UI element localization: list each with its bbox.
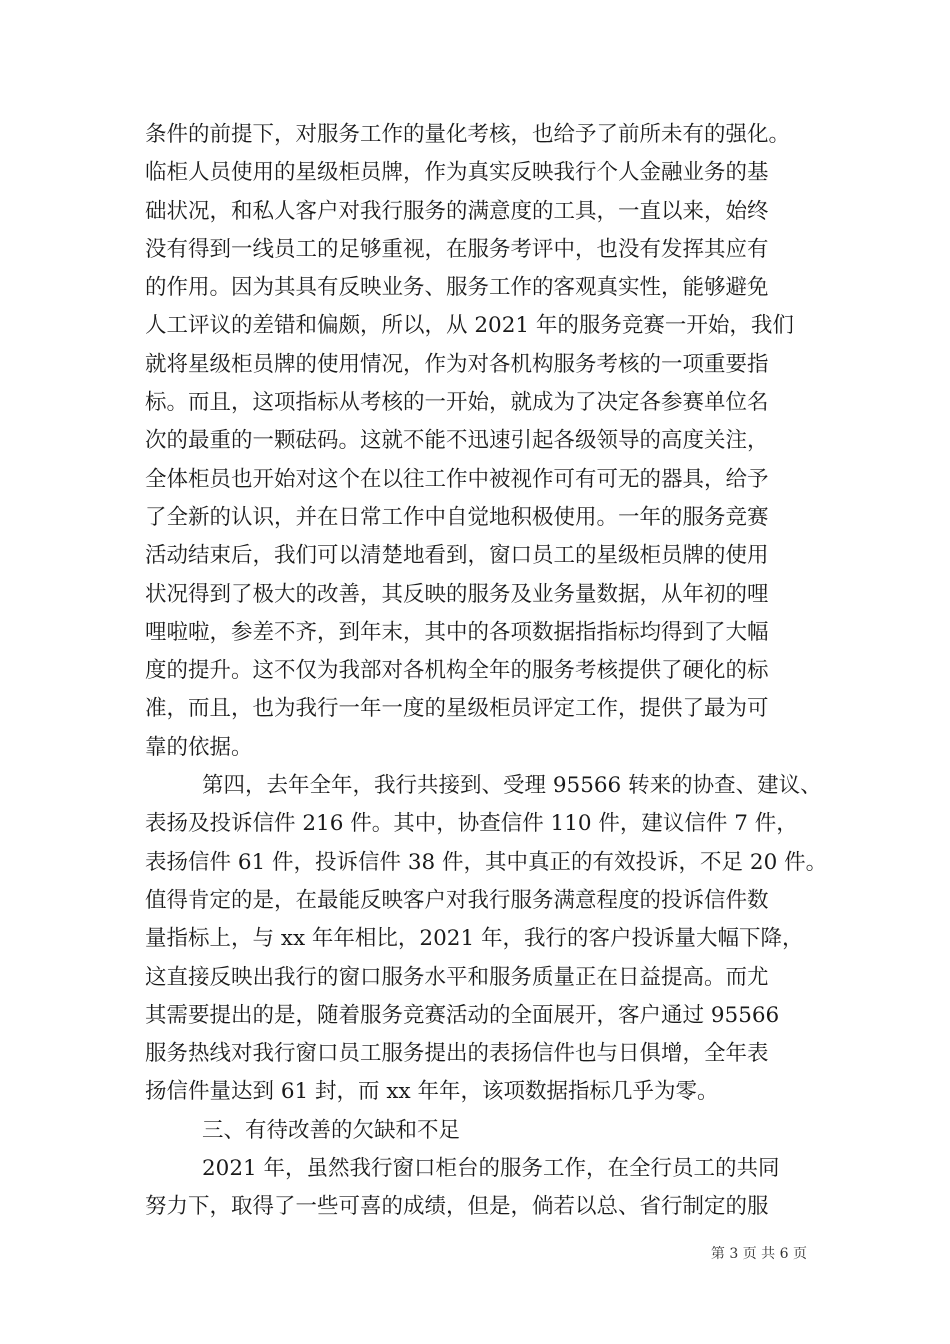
text-line: 表扬及投诉信件 216 件。其中，协查信件 110 件，建议信件 7 件， [145,811,798,837]
text-line: 量指标上，与 xx 年年相比，2021 年，我行的客户投诉量大幅下降， [145,926,804,952]
text-line: 临柜人员使用的星级柜员牌，作为真实反映我行个人金融业务的基 [145,160,769,186]
text-line: 第四，去年全年，我行共接到、受理 95566 转来的协查、建议、 [202,773,822,799]
text-line: 度的提升。这不仅为我部对各机构全年的服务考核提供了硬化的标 [145,658,769,684]
text-line: 三、有待改善的欠缺和不足 [202,1117,461,1143]
text-line: 活动结束后，我们可以清楚地看到，窗口员工的星级柜员牌的使用 [145,543,769,569]
text-line: 的作用。因为其具有反映业务、服务工作的客观真实性，能够避免 [145,275,769,301]
text-line: 准，而且，也为我行一年一度的星级柜员评定工作，提供了最为可 [145,696,769,722]
document-body [145,116,828,1227]
text-line: 值得肯定的是，在最能反映客户对我行服务满意程度的投诉信件数 [145,887,769,913]
text-line: 了全新的认识，并在日常工作中自觉地积极使用。一年的服务竞赛 [145,504,769,530]
text-line: 没有得到一线员工的足够重视，在服务考评中，也没有发挥其应有 [145,236,769,262]
text-line: 条件的前提下，对服务工作的量化考核，也给予了前所未有的强化。 [145,122,791,147]
text-line: 扬信件量达到 61 封，而 xx 年年，该项数据指标几乎为零。 [145,1079,719,1105]
text-line: 这直接反映出我行的窗口服务水平和服务质量正在日益提高。而尤 [145,964,769,990]
text-line: 标。而且，这项指标从考核的一开始，就成为了决定各参赛单位名 [145,390,769,416]
text-line: 哩啦啦，参差不齐，到年末，其中的各项数据指指标均得到了大幅 [145,619,769,645]
text-line: 其需要提出的是，随着服务竞赛活动的全面展开，客户通过 95566 [145,1002,780,1028]
text-line: 础状况，和私人客户对我行服务的满意度的工具，一直以来，始终 [145,198,769,224]
text-line: 人工评议的差错和偏颇，所以，从 2021 年的服务竞赛一开始，我们 [145,313,794,339]
text-line: 状况得到了极大的改善，其反映的服务及业务量数据，从年初的哩 [145,581,769,607]
text-line: 全体柜员也开始对这个在以往工作中被视作可有可无的器具，给予 [145,466,769,492]
text-line: 表扬信件 61 件，投诉信件 38 件，其中真正的有效投诉，不足 20 件。 [145,849,828,875]
text-line: 靠的依据。 [145,734,253,760]
text-line: 次的最重的一颗砝码。这就不能不迅速引起各级领导的高度关注， [145,428,769,454]
text-line: 努力下，取得了一些可喜的成绩，但是，倘若以总、省行制定的服 [145,1194,769,1220]
text-line: 服务热线对我行窗口员工服务提出的表扬信件也与日俱增，全年表 [145,1041,769,1067]
page-number: 第 3 页 共 6 页 [710,1246,807,1262]
text-line: 就将星级柜员牌的使用情况，作为对各机构服务考核的一项重要指 [145,351,769,377]
text-line: 2021 年，虽然我行窗口柜台的服务工作，在全行员工的共同 [202,1156,780,1182]
